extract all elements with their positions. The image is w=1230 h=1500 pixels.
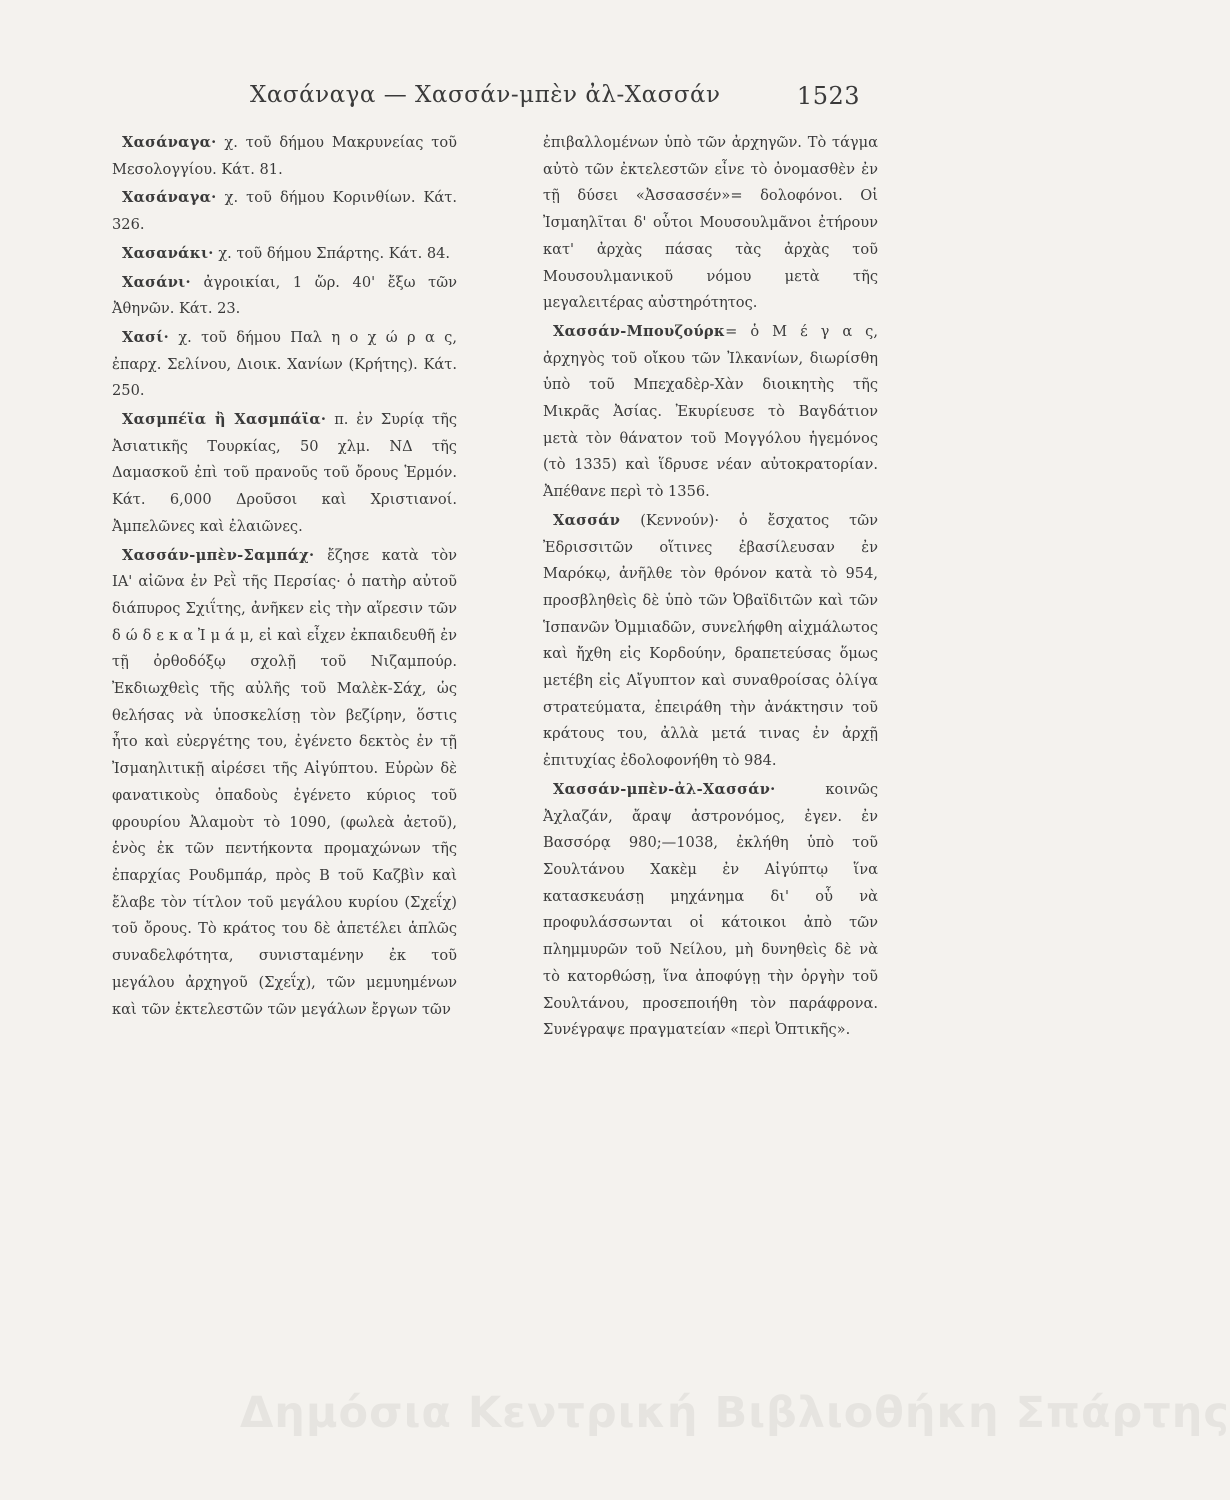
entry-headword: Χασσάν-μπὲν-ἀλ-Χασσάν· [553,780,776,798]
entry-text: ἔζησε κατὰ τὸν ΙΑ' αἰῶνα ἐν Ρεῒ τῆς Περσίας· ὁ πατὴρ αὐτοῦ διάπυρος Σχιΐτης, ἀνῆκεν εἰς τὴν αἵρεσιν τῶν δ ώ δ ε κ α Ἰ μ ά μ, εἰ καὶ εἶχεν ἐκπαιδευθῆ ἐν τῇ ὀρθοδόξῳ σχολῇ τοῦ Νιζαμπούρ. Ἐκδιωχθεὶς τῆς αὐλῆς τοῦ Μαλὲκ-Σάχ, ὡς θελήσας νὰ ὑποσκελίσῃ τὸν βεζίρην, ὅστις ἦτο καὶ εὐεργέτης του, ἐγένετο δεκτὸς ἐν τῇ Ἰσμαηλιτικῇ αἱρέσει τῆς Αἰγύπτου. Εὑρὼν δὲ φανατικοὺς ὀπαδοὺς ἐγένετο κύριος τοῦ φρουρίου Ἀλαμοὺτ τὸ 1090, (φωλεὰ ἀετοῦ), ἑνὸς ἐκ τῶν πεντήκοντα προμαχώνων τῆς ἐπαρχίας Ρουδμπάρ, πρὸς Β τοῦ Καζβὶν καὶ ἔλαβε τὸν τίτλον τοῦ μεγάλου κυρίου (Σχεΐχ) τοῦ ὄρους. Τὸ κράτος του δὲ ἀπετέλει ἁπλῶς συναδελφότητα, συνισταμένην ἐκ τοῦ μεγάλου ἀρχηγοῦ (Σχεΐχ), τῶν μεμυημένων καὶ τῶν ἐκτελεστῶν τῶν μεγάλων ἔργων τῶν [112,546,457,1018]
header-title: Χασάναγα — Χασσάν-μπὲν ἀλ-Χασσάν [250,82,721,108]
entry-headword: Χασάναγα· [122,189,217,207]
entry-headword: Χασί· [122,328,169,346]
entry-text: κοινῶς Ἀχλαζάν, ἄραψ ἀστρονόμος, ἐγεν. ἐν Βασσόρᾳ 980;—1038, ἐκλήθη ὑπὸ τοῦ Σουλτάνου Χακὲμ ἐν Αἰγύπτῳ ἵνα κατασκευάσῃ μηχάνημα δι' οὗ νὰ προφυλάσσωνται οἱ κάτοικοι ἀπὸ τῶν πλημμυρῶν τοῦ Νείλου, μὴ δυνηθεὶς δὲ νὰ τὸ κατορθώσῃ, ἵνα ἀποφύγῃ τὴν ὀργὴν τοῦ Σουλτάνου, προσεποιήθη τὸν παράφρονα. Συνέγραψε πραγματείαν «περὶ Ὀπτικῆς». [543,780,878,1039]
entry [543,777,878,1044]
page-number: 1523 [796,82,860,110]
entry [112,130,457,183]
entry-headword: Χασάναγα· [122,134,217,151]
entry-text: π. ἐν Συρίᾳ τῆς Ἀσιατικῆς Τουρκίας, 50 χλμ. ΝΔ τῆς Δαμασκοῦ ἐπὶ τοῦ πρανοῦς τοῦ ὄρους Ἑρμόν. Κάτ. 6,000 Δροῦσοι καὶ Χριστιανοί. Ἀμπελῶνες καὶ ἐλαιῶνες. [112,411,458,535]
library-watermark: Δημόσια Κεντρική Βιβλιοθήκη Σπάρτης [240,1388,1230,1438]
entry [112,270,457,323]
entry [112,185,457,238]
entry-headword: Χασάνι· [122,273,191,291]
entry-continuation [543,130,878,317]
entry [112,543,457,1024]
entry-text: χ. τοῦ δήμου Σπάρτης. Κάτ. 84. [218,244,451,262]
entry-text: = ὁ Μ έ γ α ς, ἀρχηγὸς τοῦ οἴκου τῶν Ἰλκανίων, διωρίσθη ὑπὸ τοῦ Μπεχαδὲρ-Χὰν διοικητὴς τῆς Μικρᾶς Ἀσίας. Ἐκυρίευσε τὸ Βαγδάτιον μετὰ τὸν θάνατον τοῦ Μογγόλου ἡγεμόνος (τὸ 1335) καὶ ἵδρυσε νέαν αὐτοκρατορίαν. Ἀπέθανε περὶ τὸ 1356. [543,322,878,501]
entry-text: ἀγροικίαι, 1 ὥρ. 40' ἔξω τῶν Ἀθηνῶν. Κάτ. 23. [112,273,457,318]
entry-text: χ. τοῦ δήμου Μακρυνείας τοῦ Μεσολογγίου. Κάτ. 81. [112,134,457,178]
entry-headword: Χασσάν [553,511,621,529]
right-column [543,130,878,1046]
entry-headword: Χασμπέϊα ἢ Χασμπάϊα· [122,411,327,429]
entry-headword: Χασανάκι· [122,244,214,262]
running-header [240,82,860,122]
entry [112,407,457,541]
entry-text: χ. τοῦ δήμου Κορινθίων. Κάτ. 326. [112,189,457,234]
entry-headword: Χασσάν-μπὲν-Σαμπάχ· [122,546,315,564]
left-column [112,130,457,1025]
entry-headword: Χασσάν-Μπουζούρκ [553,322,726,340]
entry-text: (Κεννούν)· ὁ ἔσχατος τῶν Ἐδρισσιτῶν οἵτινες ἐβασίλευσαν ἐν Μαρόκῳ, ἀνῆλθε τὸν θρόνον κατὰ τὸ 954, προσβληθεὶς δὲ ὑπὸ τῶν Ὀβαϊδιτῶν καὶ τῶν Ἱσπανῶν Ὀμμιαδῶν, συνελήφθη αἰχμάλωτος καὶ ἤχθη εἰς Κορδούην, δραπετεύσας ὅμως μετέβη εἰς Αἴγυπτον καὶ συναθροίσας ὀλίγα στρατεύματα, ἐπειράθη τὴν ἀνάκτησιν τοῦ κράτους του, ἀλλὰ μετά τινας ἐν ἀρχῇ ἐπιτυχίας ἐδολοφονήθη τὸ 984. [543,511,878,770]
entry-text: ἐπιβαλλομένων ὑπὸ τῶν ἀρχηγῶν. Τὸ τάγμα αὐτὸ τῶν ἐκτελεστῶν εἶνε τὸ ὀνομασθὲν ἐν τῇ δύσει «Ἀσσασσέν»= δολοφόνοι. Οἱ Ἰσμαηλῖται δ' οὗτοι Μουσουλμᾶνοι ἐτήρουν κατ' ἀρχὰς πάσας τὰς ἀρχὰς τοῦ Μουσουλμανικοῦ νόμου μετὰ τῆς μεγαλειτέρας αὐστηρότητος. [543,134,878,312]
entry [112,241,457,268]
entry-text: χ. τοῦ δήμου Παλ η ο χ ώ ρ α ς, ἐπαρχ. Σελίνου, Διοικ. Χανίων (Κρήτης). Κάτ. 250. [112,328,457,400]
entry [543,508,878,775]
entry [112,325,457,405]
entry [543,319,878,506]
